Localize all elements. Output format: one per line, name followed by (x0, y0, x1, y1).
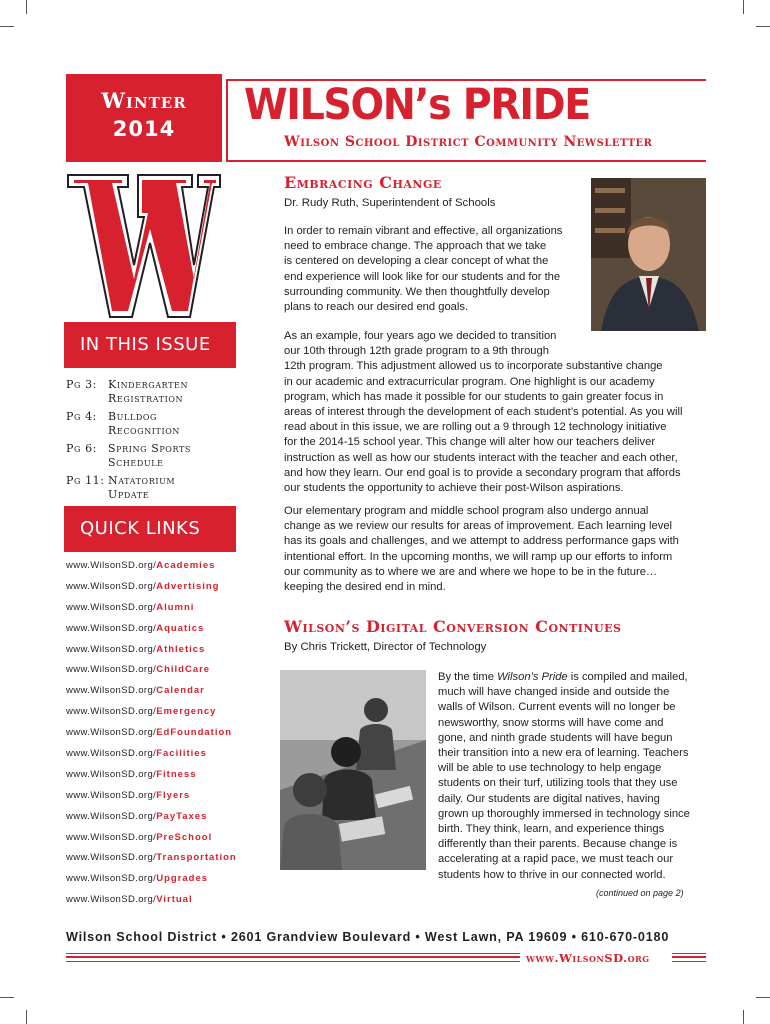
text-line: gone, and ninth grade students will have begun (438, 731, 673, 744)
text-line: is centered on developing a clear concept of what the (284, 255, 549, 268)
issue-item[interactable] (66, 410, 234, 438)
crop-mark (0, 26, 14, 27)
issue-topic: Spring Sports (108, 442, 191, 455)
crop-mark (743, 0, 744, 14)
link-prefix: www.WilsonSD.org/ (66, 831, 157, 843)
text-line: has its goals and challenges, and we attempt to address performance gaps with (284, 535, 679, 548)
link-path: Flyers (156, 789, 191, 801)
text-line: walls of Wilson. Current events will no longer be (438, 701, 676, 714)
article-byline: By Chris Trickett, Director of Technology (284, 641, 487, 653)
quick-link-virtual[interactable] (66, 894, 246, 915)
link-prefix: www.WilsonSD.org/ (66, 852, 157, 864)
issue-item[interactable] (66, 442, 234, 470)
text-line: end experience will look like for our students and for the (284, 270, 561, 283)
quick-link-paytaxes[interactable] (66, 811, 246, 832)
link-prefix: www.WilsonSD.org/ (66, 894, 157, 906)
crop-mark (756, 997, 770, 998)
quick-link-edfoundation[interactable] (66, 727, 246, 748)
link-path: Facilities (156, 748, 207, 760)
link-prefix: www.WilsonSD.org/ (66, 580, 157, 592)
quick-links-list (66, 560, 246, 915)
text-line: our 10th through 12th grade program to a 9th through (284, 345, 549, 358)
issue-contents-list (66, 378, 234, 506)
link-prefix: www.WilsonSD.org/ (66, 768, 157, 780)
crop-mark (756, 26, 770, 27)
quick-link-childcare[interactable] (66, 664, 246, 685)
issue-topic: Update (108, 488, 150, 501)
text-line: in our academic and extracurricular program. One highlight is our academy (284, 375, 655, 388)
text-line: accelerating at a rapid pace, we must teach our (438, 853, 674, 866)
link-prefix: www.WilsonSD.org/ (66, 789, 157, 801)
crop-mark (26, 1010, 27, 1024)
issue-topic: Recognition (108, 424, 181, 437)
text-line: their transition into a new era of learning. Teachers (438, 747, 689, 760)
quick-link-upgrades[interactable] (66, 873, 246, 894)
text-line: our students the opportunity to achieve their post-Wilson aspirations. (284, 482, 624, 495)
text-line: our community as to where we are and where we hope to be in the future… (284, 565, 658, 578)
link-path: PayTaxes (156, 810, 208, 822)
link-path: Aquatics (156, 622, 205, 634)
in-this-issue-label: IN THIS ISSUE (80, 334, 211, 355)
year-label: 2014 (112, 117, 176, 141)
link-path: PreSchool (156, 831, 213, 843)
footer-stripes (672, 953, 706, 962)
text-line: As an example, four years ago we decided to transition (284, 330, 557, 342)
link-prefix: www.WilsonSD.org/ (66, 727, 157, 739)
footer-stripes (66, 953, 520, 962)
crop-mark (26, 0, 27, 14)
text-line: intentional effort. In the upcoming months, we will ramp up our efforts to inform (284, 550, 673, 563)
text-line: change as we review our results for areas of improvement. Each learning level (284, 520, 673, 533)
link-prefix: www.WilsonSD.org/ (66, 873, 157, 885)
issue-topic: Bulldog (108, 410, 158, 423)
issue-page: Pg 3: (66, 378, 97, 391)
link-path: Fitness (156, 768, 197, 780)
text-line: for the 2014-15 school year. This change will alter how our teachers deliver (284, 436, 656, 449)
text-line: In order to remain vibrant and effective, all organizations (284, 225, 563, 237)
link-path: Academies (156, 560, 216, 571)
issue-topic: Kindergarten (108, 378, 189, 391)
text-line: and how they learn. Our end goal is to provide a secondary program that affords (284, 466, 681, 479)
quick-link-aquatics[interactable] (66, 623, 246, 644)
newsletter-subtitle: Wilson School District Community Newsletter (284, 134, 653, 150)
link-path: Advertising (156, 580, 220, 592)
paragraph-3 (284, 504, 714, 595)
quick-link-transportation[interactable] (66, 852, 246, 873)
crop-mark (0, 997, 14, 998)
continued-note: (continued on page 2) (596, 888, 684, 898)
quick-link-fitness[interactable] (66, 769, 246, 790)
link-path: Alumni (156, 601, 195, 613)
season-label: Winter (101, 88, 187, 113)
issue-topic: Natatorium (108, 474, 176, 487)
text-line: students on their turf, utilizing tools that they use (438, 777, 678, 790)
text-line: areas of interest through the development of each student’s potential. As you will (284, 406, 683, 419)
issue-topic: Schedule (108, 456, 164, 469)
link-path: Transportation (156, 852, 237, 864)
title-bracket (226, 79, 236, 162)
paragraph-lead (438, 670, 718, 883)
link-prefix: www.WilsonSD.org/ (66, 810, 157, 822)
link-path: Emergency (156, 706, 217, 718)
varsity-w-logo (66, 173, 222, 319)
text-line: students how to thrive in our connected world. (438, 868, 666, 881)
issue-topic: Registration (108, 392, 184, 405)
quick-link-alumni[interactable] (66, 602, 246, 623)
lead-text: is compiled and mailed, (567, 671, 688, 683)
link-path: Athletics (156, 643, 206, 655)
link-path: Virtual (156, 894, 193, 906)
quick-link-flyers[interactable] (66, 790, 246, 811)
quick-link-facilities[interactable] (66, 748, 246, 769)
text-line: need to embrace change. The approach that we take (284, 240, 547, 253)
link-prefix: www.WilsonSD.org/ (66, 560, 157, 571)
link-prefix: www.WilsonSD.org/ (66, 664, 157, 676)
text-line: much will have changed inside and outside the (438, 686, 670, 699)
issue-item[interactable] (66, 474, 234, 502)
quick-links-label: QUICK LINKS (80, 518, 201, 539)
text-line: plans to reach our desired end goals. (284, 301, 469, 314)
quick-link-preschool[interactable] (66, 832, 246, 853)
link-path: ChildCare (156, 664, 211, 676)
quick-link-academies[interactable] (66, 560, 246, 581)
text-line: instruction as well as how our students interact with the teacher and each other, (284, 451, 678, 464)
article-paragraph (284, 504, 714, 595)
article-heading: Wilson’s Digital Conversion Continues (284, 617, 622, 636)
text-line: program, which has made it possible for our students to gain greater focus in (284, 390, 664, 403)
text-line: birth. They think, learn, and experience things (438, 823, 665, 836)
text-line: keeping the desired end in mind. (284, 581, 446, 594)
quick-link-emergency[interactable] (66, 706, 246, 727)
article-paragraph (438, 670, 718, 883)
quick-links-heading (64, 506, 236, 552)
issue-item[interactable] (66, 378, 234, 406)
link-path: EdFoundation (156, 727, 233, 739)
in-this-issue-heading (64, 322, 236, 368)
link-path: Calendar (156, 685, 205, 697)
link-prefix: www.WilsonSD.org/ (66, 706, 157, 718)
quick-link-advertising[interactable] (66, 581, 246, 602)
text-line: surrounding community. We then thoughtfully develop (284, 285, 550, 298)
newsletter-title: WILSON’s PRIDE (244, 80, 590, 130)
paragraph-2 (284, 329, 714, 496)
text-line: read about in this issue, we are rolling out a 9 through 12 technology initiative (284, 421, 667, 434)
text-line: newsworthy, snow storms will have come and (438, 716, 664, 729)
text-line: grown up thoroughly immersed in technology since (438, 807, 690, 820)
link-prefix: www.WilsonSD.org/ (66, 748, 157, 760)
text-line: daily. Our students are digital natives, having (438, 792, 660, 805)
text-line: differently than their parents. Because change is (438, 838, 678, 851)
crop-mark (743, 1010, 744, 1024)
footer-website-link[interactable]: www.WilsonSD.org (526, 951, 650, 965)
link-prefix: www.WilsonSD.org/ (66, 643, 157, 655)
article-byline: Dr. Rudy Ruth, Superintendent of Schools (284, 197, 496, 209)
paragraph-1 (284, 224, 584, 315)
superintendent-photo (591, 178, 706, 331)
issue-page: Pg 4: (66, 410, 97, 423)
quick-link-athletics[interactable] (66, 644, 246, 665)
article-heading: Embracing Change (284, 173, 442, 192)
quick-link-calendar[interactable] (66, 685, 246, 706)
issue-page: Pg 11: (66, 474, 105, 487)
text-line: will be able to use technology to help engage (438, 762, 662, 775)
title-rule-bottom (226, 160, 706, 162)
students-laptops-photo (280, 670, 426, 870)
text-line: Our elementary program and middle school program also undergo annual (284, 505, 649, 517)
link-prefix: www.WilsonSD.org/ (66, 622, 157, 634)
article-paragraph (284, 224, 584, 315)
lead-text: By the time (438, 671, 498, 683)
publication-name: Wilson’s Pride (497, 671, 568, 683)
article-paragraph (284, 329, 714, 496)
link-path: Upgrades (156, 873, 209, 885)
text-line: 12th program. This adjustment allowed us to incorporate substantive change (284, 360, 663, 373)
link-prefix: www.WilsonSD.org/ (66, 685, 157, 697)
issue-date-block (66, 74, 222, 162)
link-prefix: www.WilsonSD.org/ (66, 601, 157, 613)
issue-page: Pg 6: (66, 442, 97, 455)
footer-address: Wilson School District • 2601 Grandview Boulevard • West Lawn, PA 19609 • 610-670-0180 (66, 930, 670, 944)
